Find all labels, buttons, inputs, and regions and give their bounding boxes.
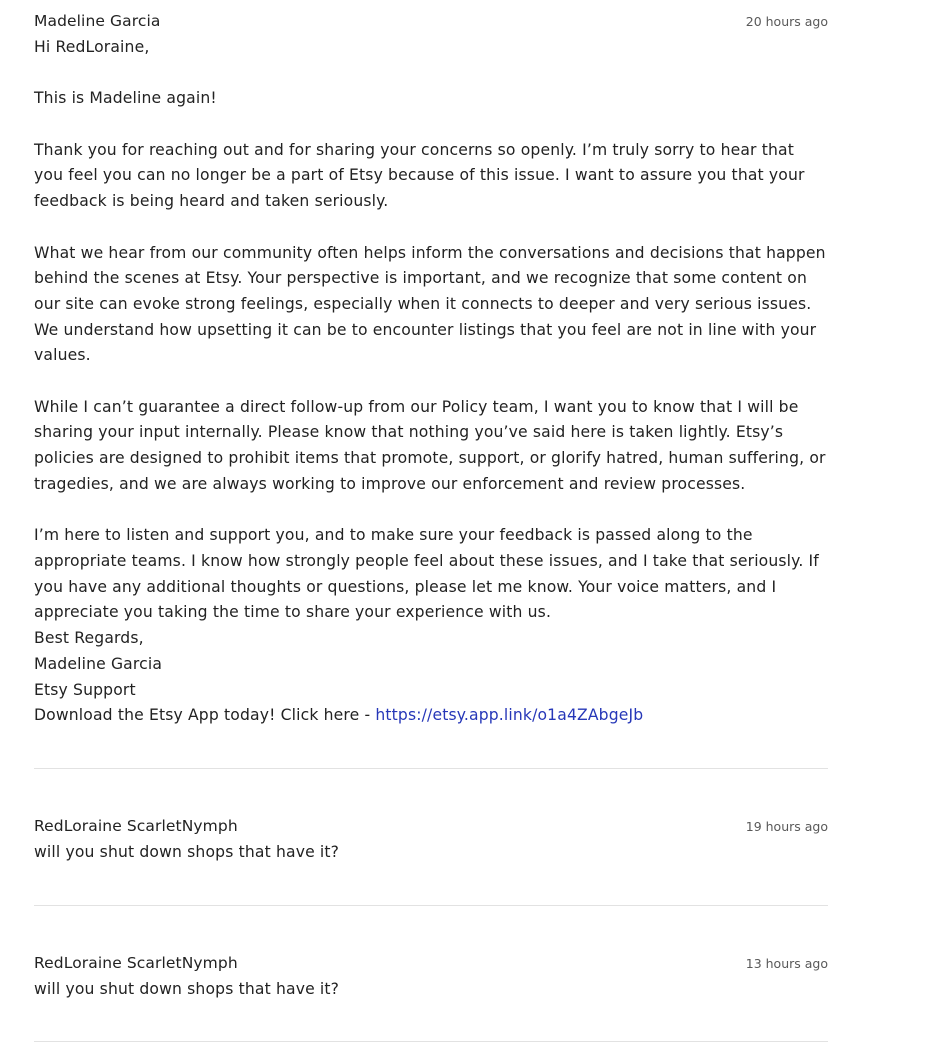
message-timestamp: 20 hours ago (745, 14, 828, 29)
message-header (34, 942, 828, 972)
message-divider (34, 768, 828, 769)
signature-name: Madeline Garcia (34, 654, 163, 673)
greeting: Hi RedLoraine, (34, 38, 150, 56)
app-download-prompt: Download the Etsy App today! Click here - (34, 706, 376, 725)
message-header (34, 805, 828, 835)
message-paragraph: While I can’t guarantee a direct follow-up from our Policy team, I want you to know that I will be sharing your input internally. Please know that nothing you’ve said here is taken lightly. Etsy’s policies are designed to prohibit items that promote, support, or glorify hatred, human suffering, or tragedies, and we are always working to improve our enforcement and review processes. (34, 397, 826, 493)
message-item (34, 942, 828, 1042)
message-timestamp: 13 hours ago (745, 955, 828, 971)
message-text: will you shut down shops that have it? (34, 842, 340, 861)
message-paragraph: This is Madeline again! (34, 89, 217, 108)
message-body (34, 977, 828, 1003)
message-divider (34, 905, 828, 906)
signoff: Best Regards, (34, 629, 144, 648)
message-header (34, 0, 828, 30)
message-body (34, 840, 828, 866)
sender-name: RedLoraine ScarletNymph (34, 953, 238, 972)
signature-team: Etsy Support (34, 680, 136, 699)
message-paragraph: I’m here to listen and support you, and to make sure your feedback is passed along to the appropriate teams. I know how strongly people feel about these issues, and I take that seriously. If you have any additional thoughts or questions, please let me know. Your voice matters, and I appreciate you taking the time to share your experience with us. (34, 526, 819, 622)
message-paragraph: Thank you for reaching out and for sharing your concerns so openly. I’m truly sorry to hear that you feel you can no longer be a part of Etsy because of this issue. I want to assure you that your feedback is being heard and taken seriously. (34, 140, 805, 211)
sender-name: RedLoraine ScarletNymph (34, 816, 238, 835)
message-text: will you shut down shops that have it? (34, 979, 340, 998)
conversation-thread (34, 0, 828, 1042)
message-item (34, 805, 828, 906)
app-download-line (34, 703, 828, 729)
message-paragraph: What we hear from our community often helps inform the conversations and decisions that happen behind the scenes at Etsy. Your perspective is important, and we recognize that some content on our site can evoke strong feelings, especially when it connects to deeper and very serious issues. We understand how upsetting it can be to encounter listings that you feel are not in line with your values. (34, 243, 826, 365)
app-download-link[interactable]: https://etsy.app.link/o1a4ZAbgeJb (375, 706, 644, 725)
sender-name: Madeline Garcia (34, 12, 161, 30)
message-timestamp: 19 hours ago (745, 818, 828, 834)
message-item (34, 0, 828, 769)
message-body (34, 35, 828, 729)
